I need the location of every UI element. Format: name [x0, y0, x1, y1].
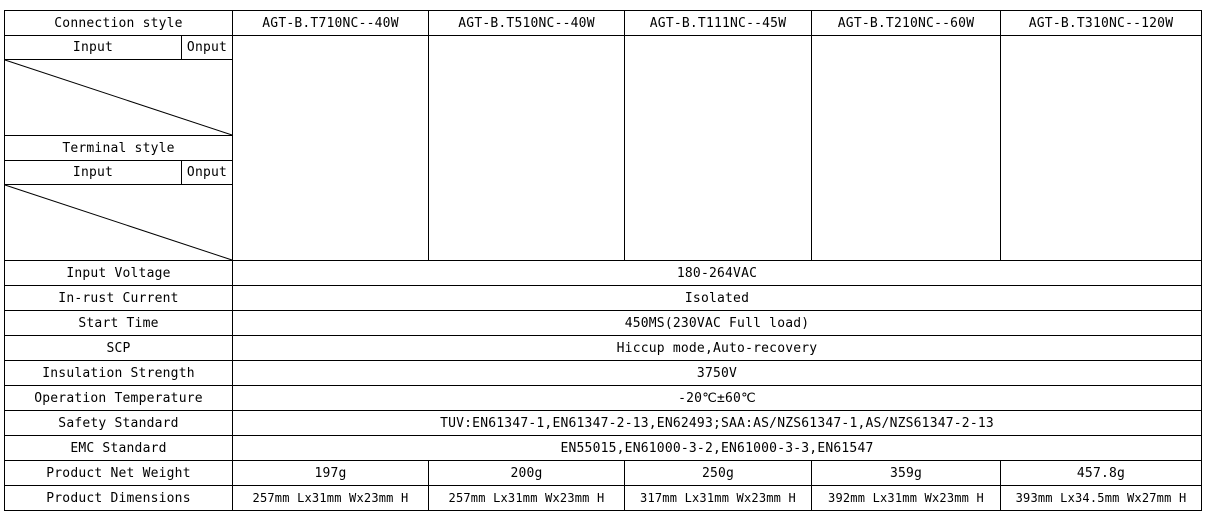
- terminal-output-label: Onput: [186, 165, 228, 180]
- weight-value-1: 197g: [314, 465, 347, 481]
- spec-label-input-voltage: Input Voltage: [66, 265, 171, 281]
- spec-value-safety-standard: TUV:EN61347-1,EN61347-2-13,EN62493;SAA:AS/NZS61347-1,AS/NZS61347-2-13: [440, 415, 994, 431]
- spec-value-emc-standard: EN55015,EN61000-3-2,EN61000-3-3,EN61547: [560, 440, 874, 456]
- terminal-style-title: Terminal style: [62, 140, 175, 156]
- spec-label-scp: SCP: [106, 340, 131, 356]
- spec-label-insulation-strength: Insulation Strength: [42, 365, 195, 381]
- model-header-4: AGT-B.T210NC--60W: [837, 15, 975, 31]
- connection-input-label: Input: [72, 40, 114, 55]
- spec-label-inrush-current: In-rust Current: [58, 290, 179, 306]
- model-header-3: AGT-B.T111NC--45W: [649, 15, 787, 31]
- spec-value-inrush-current: Isolated: [684, 290, 750, 306]
- model-header-5: AGT-B.T310NC--120W: [1028, 15, 1174, 31]
- spec-value-insulation-strength: 3750V: [696, 365, 738, 381]
- spec-label-safety-standard: Safety Standard: [58, 415, 179, 431]
- spec-value-scp: Hiccup mode,Auto-recovery: [616, 340, 818, 356]
- model-header-1: AGT-B.T710NC--40W: [262, 15, 399, 31]
- spec-label-operation-temperature: Operation Temperature: [34, 390, 203, 406]
- connection-output-label: Onput: [186, 40, 228, 55]
- dimensions-value-3: 317mm Lx31mm Wx23mm H: [640, 491, 796, 505]
- model-header-2: AGT-B.T510NC--40W: [458, 15, 595, 31]
- spec-value-start-time: 450MS(230VAC Full load): [624, 315, 810, 331]
- dimensions-value-2: 257mm Lx31mm Wx23mm H: [448, 491, 605, 505]
- spec-label-emc-standard: EMC Standard: [70, 440, 167, 456]
- weight-value-5: 457.8g: [1076, 465, 1126, 481]
- spec-value-input-voltage: 180-264VAC: [676, 265, 758, 281]
- dimensions-value-5: 393mm Lx34.5mm Wx27mm H: [1015, 491, 1187, 505]
- dimensions-label: Product Dimensions: [46, 490, 191, 506]
- dimensions-value-1: 257mm Lx31mm Wx23mm H: [252, 491, 409, 505]
- connection-diagonal-line: [5, 60, 232, 135]
- spec-value-operation-temperature: -20℃±60℃: [678, 390, 756, 406]
- weight-value-2: 200g: [510, 465, 543, 481]
- weight-value-3: 250g: [701, 465, 735, 481]
- terminal-input-label: Input: [72, 165, 114, 180]
- weight-value-4: 359g: [889, 465, 923, 481]
- weight-label: Product Net Weight: [46, 465, 191, 481]
- connection-style-header: Connection style: [54, 15, 183, 31]
- terminal-diagonal-line: [5, 185, 232, 260]
- dimensions-value-4: 392mm Lx31mm Wx23mm H: [828, 491, 984, 505]
- spec-label-start-time: Start Time: [78, 315, 159, 331]
